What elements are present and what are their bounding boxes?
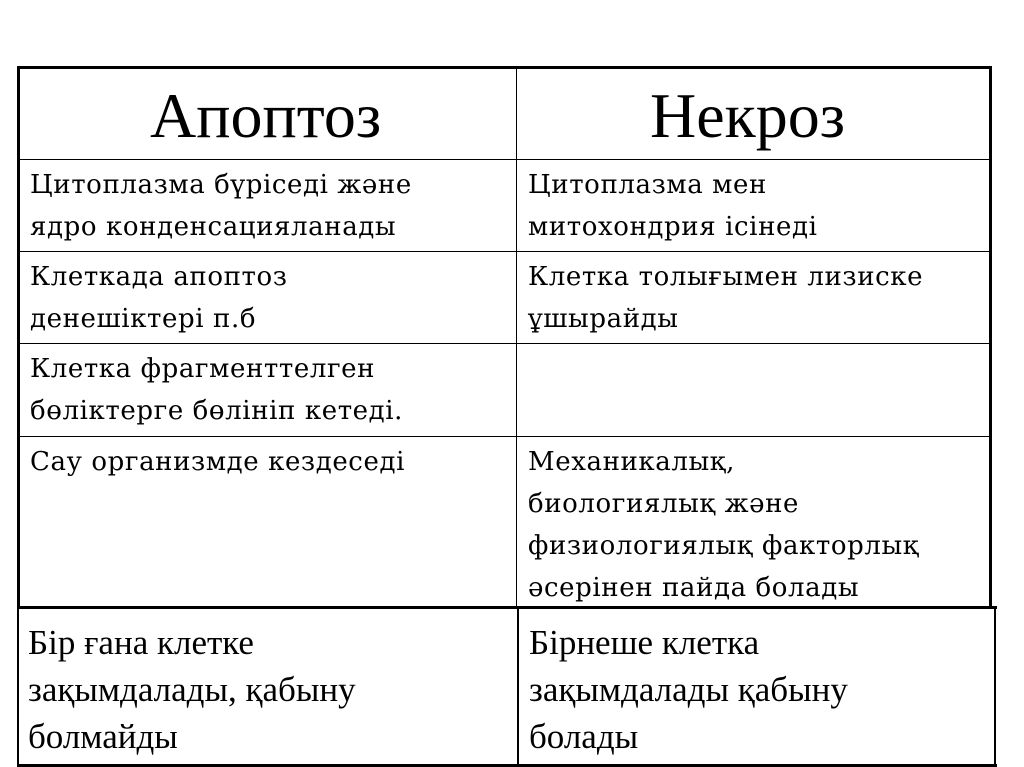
table-left-border bbox=[17, 66, 20, 609]
row-1-apoptosis: Цитоплазма бүріседі және ядро конденсацияланады bbox=[30, 170, 412, 242]
row-divider bbox=[17, 159, 992, 160]
bottom-table-left-border bbox=[17, 606, 19, 767]
row-2-necrosis: Клетка толығымен лизиске ұшырайды bbox=[528, 262, 924, 334]
column-divider bbox=[516, 66, 517, 609]
bottom-necrosis: Бірнеше клетка зақымдалады қабыну болады bbox=[529, 623, 848, 756]
row-1-necrosis: Цитоплазма мен митохондрия ісінеді bbox=[528, 170, 818, 242]
row-4-apoptosis: Сау организмде кездеседі bbox=[30, 447, 405, 477]
row-divider bbox=[17, 251, 992, 252]
bottom-table-right-border bbox=[994, 606, 996, 767]
header-apoptosis: Апоптоз bbox=[150, 80, 382, 151]
bottom-apoptosis: Бір ғана клетке зақымдалады, қабыну болмайды bbox=[28, 623, 356, 756]
header-necrosis: Некроз bbox=[650, 80, 845, 151]
bottom-table-column-divider bbox=[517, 606, 519, 767]
row-divider bbox=[17, 343, 992, 344]
table-right-border bbox=[989, 66, 992, 609]
row-divider bbox=[17, 436, 992, 437]
row-2-apoptosis: Клеткада апоптоз денешіктері п.б bbox=[30, 262, 288, 334]
table-top-border bbox=[17, 66, 992, 69]
row-4-necrosis: Механикалық, биологиялық және физиологиялық факторлық әсерінен пайда болады bbox=[528, 447, 920, 603]
row-3-apoptosis: Клетка фрагменттелген бөліктерге бөлініп кетеді. bbox=[30, 354, 404, 426]
